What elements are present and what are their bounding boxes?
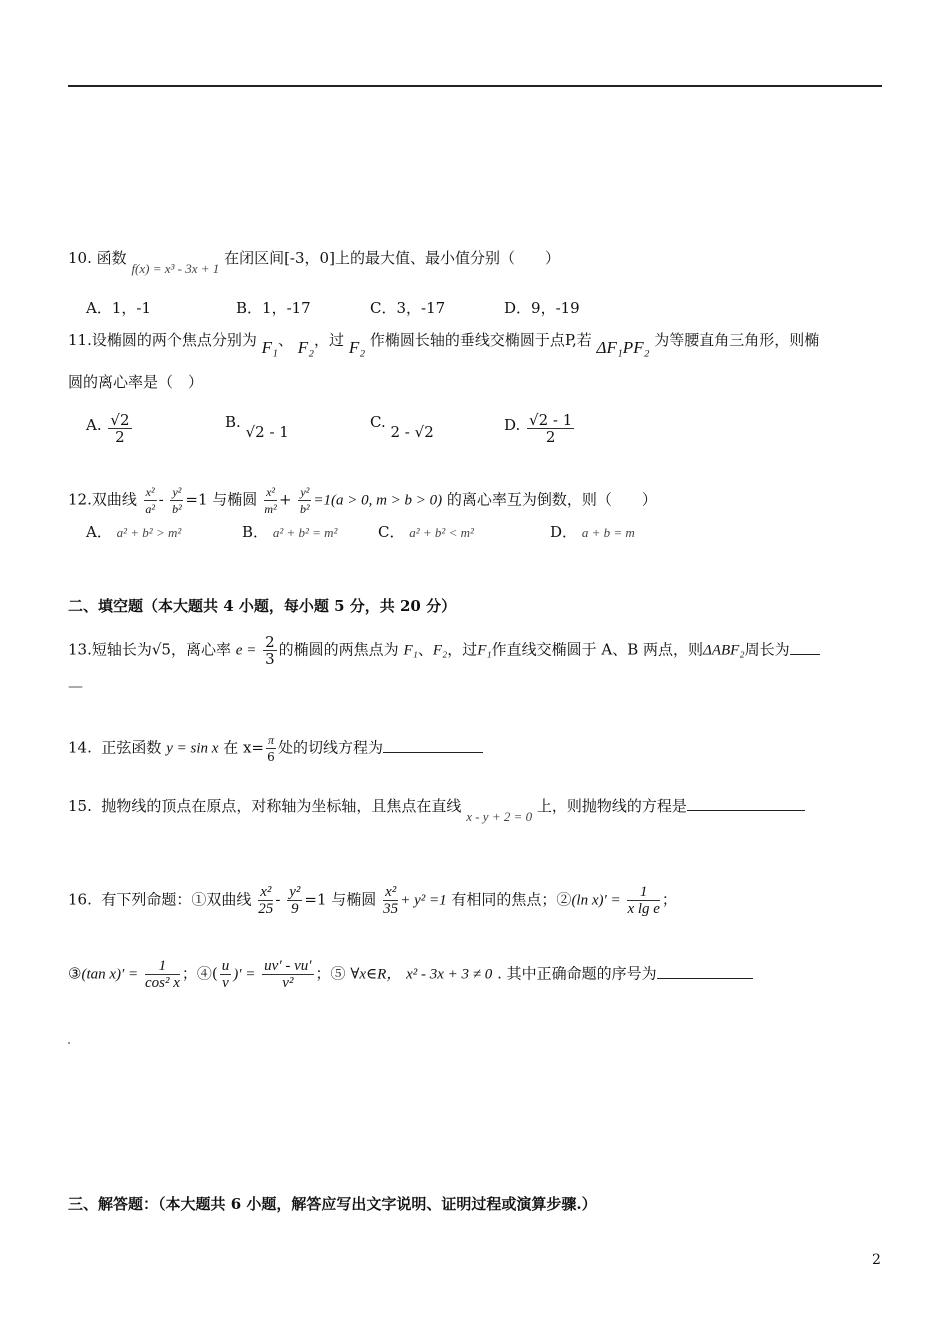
q12-choice-d: D． a + b = m xyxy=(550,523,635,541)
q12-stem: 12.双曲线 $\frac{\text{x²}}{\text{a²}}$ - $\frac{\text{y²}}{\text{b²}}$ =1 与椭圆 $\frac{\text{x²}}{\text{m²}}$ + $\frac{\text{y²}}{\text{b²}}$ =1(a > 0, m > b > 0) 的离心率互为倒数，则（ ） xyxy=(68,485,657,516)
q15-answer-blank xyxy=(687,796,805,811)
q15-stem: 15. 抛物线的顶点在原点，对称轴为坐标轴，且焦点在直线 x - y + 2 = 0 上，则抛物线的方程是 xyxy=(68,796,805,817)
q13-stem: 13.短轴长为√5，离心率 e = $\frac{2}{3}$ 的椭圆的两焦点为 F₁、F₂，过F₁作直线交椭圆于 A、B 两点，则ΔABF₂周长为 xyxy=(68,634,820,667)
q13-answer-blank xyxy=(790,640,820,655)
q16-stem: 16. 有下列命题：①双曲线 $\frac{\text{x²}}{25}$ - $\frac{\text{y²}}{9}$ =1 与椭圆 $\frac{\text{x²}}{35}$ + y² =1 有相同的焦点；②(ln x)′ = $\frac{1}{\text{x lg e}}$ ； xyxy=(68,884,677,917)
scan-speck xyxy=(68,1042,70,1044)
header-rule xyxy=(68,85,882,87)
q10-choice-d: D．9，-19 xyxy=(504,299,580,317)
q13-blank-continuation: — xyxy=(68,677,83,695)
q12-choice-a: A． a² + b² > m² xyxy=(86,523,182,541)
q11-choice-a: A. $\frac{√2}{2}$ xyxy=(86,411,130,446)
q10-formula: f(x) = x³ - 3x + 1 xyxy=(131,261,220,276)
q10-choice-c: C．3，-17 xyxy=(370,299,446,317)
section-2-heading: 二、填空题（本大题共 4 小题，每小题 5 分，共 20 分） xyxy=(68,597,457,615)
q16-answer-blank xyxy=(657,964,753,979)
q14-answer-blank xyxy=(383,738,483,753)
q12-choice-c: C． a² + b² < m² xyxy=(378,523,474,541)
q16-stem-line2: ③(tan x)′ = $\frac{1}{\text{cos² x}}$ ；④( $\frac{u}{v}$ )′ = $\frac{uv' - vu'}{\text{v²}}$ ；⑤ ∀x∈R， x² - 3x + 3 ≠ 0 . 其中正确命题的序号为 xyxy=(68,958,753,991)
q14-stem: 14. 正弦函数 y = sin x 在 x= $\frac{\pi}{6}$ 处的切线方程为 xyxy=(68,732,483,765)
page-number: 2 xyxy=(872,1252,881,1268)
q11-choice-d: D. $\frac{√2 - 1}{2}$ xyxy=(504,411,573,446)
q10-stem: 10. 函数 f(x) = x³ - 3x + 1 在闭区间[-3，0]上的最大值、最小值分别（ ） xyxy=(68,249,560,276)
q11-choice-c: C. 2 - √2 xyxy=(370,413,434,441)
q10-choice-b: B．1，-17 xyxy=(236,299,311,317)
q11-choice-b: B. √2 - 1 xyxy=(225,413,289,441)
section-3-heading: 三、解答题：（本大题共 6 小题，解答应写出文字说明、证明过程或演算步骤.） xyxy=(68,1195,597,1213)
q11-stem: 11.设椭圆的两个焦点分别为 F₁、 F₂，过 F₂ 作椭圆长轴的垂线交椭圆于点P,若 ΔF₁PF₂ 为等腰直角三角形，则椭 xyxy=(68,331,820,357)
q12-choice-b: B． a² + b² = m² xyxy=(242,523,338,541)
q10-choice-a: A．1，-1 xyxy=(86,299,151,317)
q11-stem-line2: 圆的离心率是（ ） xyxy=(68,373,204,391)
